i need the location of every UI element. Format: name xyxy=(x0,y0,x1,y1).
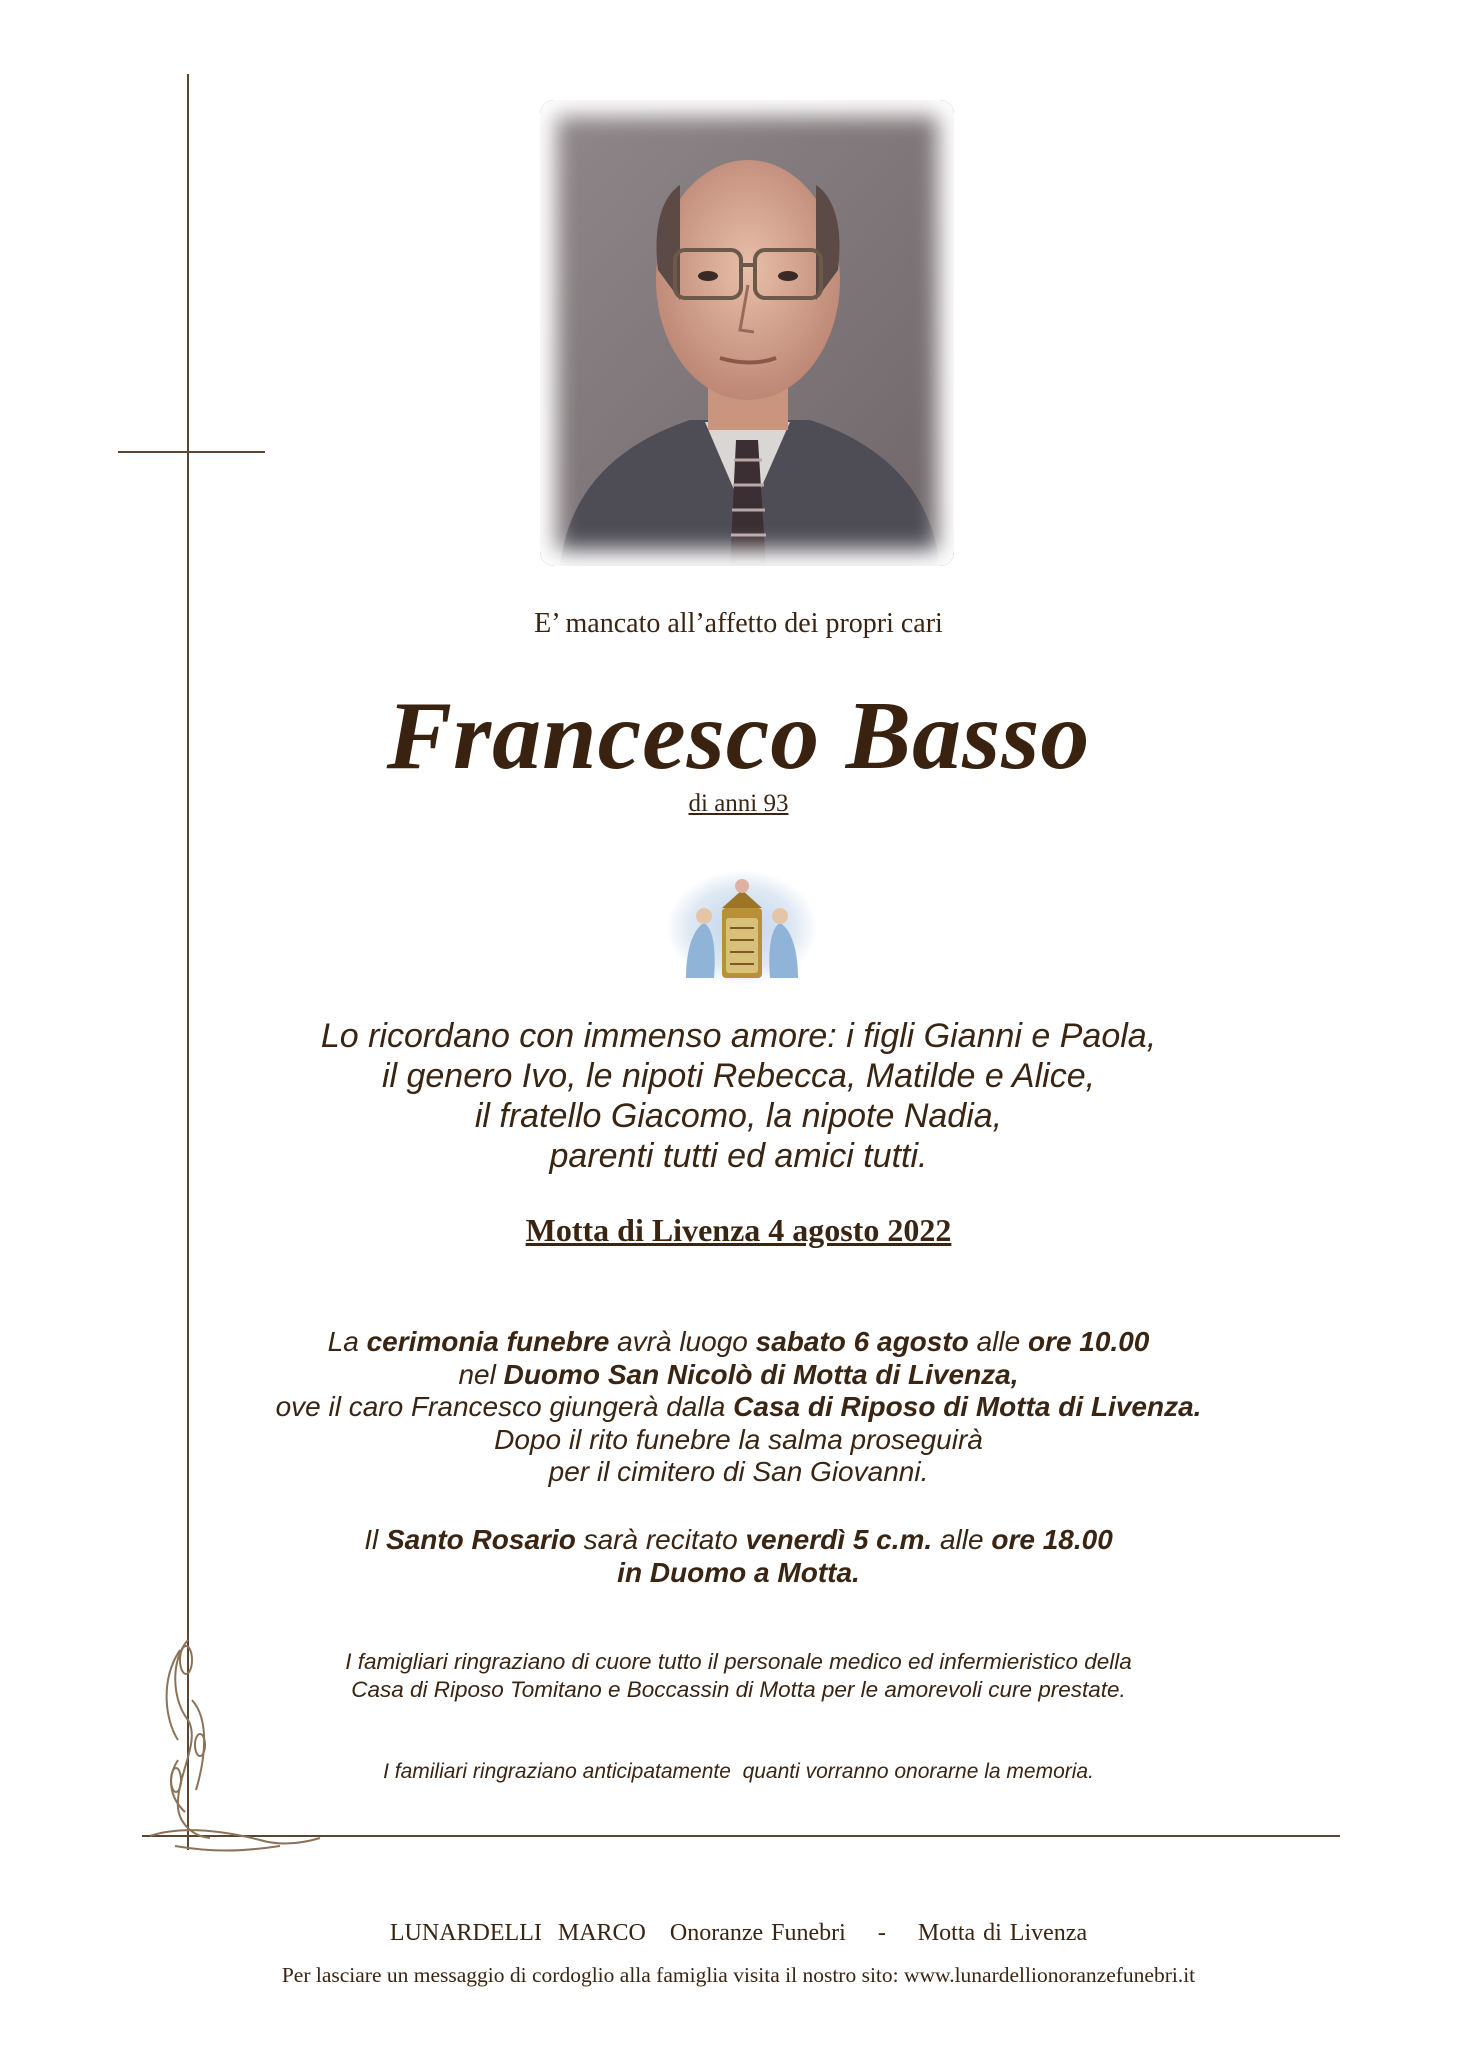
thanks-text xyxy=(0,1648,1477,1704)
funeral-company: LUNARDELLI MARCO Onoranze Funebri - Motta di Livenza xyxy=(389,1920,1088,1946)
rosary-details xyxy=(0,1524,1477,1589)
deceased-name: Francesco Basso xyxy=(386,682,1091,790)
photo-fade xyxy=(540,100,954,566)
ceremony-line: La cerimonia funebre avrà luogo sabato 6 agosto alle ore 10.00 xyxy=(327,1326,1150,1357)
deceased-age: di anni 93 xyxy=(688,790,789,817)
intro-text: E’ mancato all’affetto dei propri cari xyxy=(534,608,943,639)
thanks-line: I famigliari ringraziano di cuore tutto il personale medico ed infermieristico della xyxy=(345,1649,1132,1674)
ceremony-line: nel Duomo San Nicolò di Motta di Livenza, xyxy=(458,1358,1019,1390)
thanks-line: Casa di Riposo Tomitano e Boccassin di Motta per le amorevoli cure prestate. xyxy=(351,1677,1126,1702)
portrait-photo xyxy=(540,100,954,566)
ceremony-line: per il cimitero di San Giovanni. xyxy=(548,1456,929,1487)
rosary-line: in Duomo a Motta. xyxy=(617,1556,860,1588)
condolence-message: Per lasciare un messaggio di cordoglio alla famiglia visita il nostro sito: www.lunardellionoranzefunebri.it xyxy=(281,1963,1196,1987)
ceremony-details xyxy=(0,1326,1477,1489)
remembrance-line: Lo ricordano con immenso amore: i figli Gianni e Paola, xyxy=(320,1017,1157,1055)
ceremony-line: ove il caro Francesco giungerà dalla Casa di Riposo di Motta di Livenza. xyxy=(275,1391,1202,1422)
thanks-final: I familiari ringraziano anticipatamente quanti vorranno onorarne la memoria. xyxy=(383,1760,1094,1783)
religious-image xyxy=(664,868,820,988)
remembrance-text xyxy=(0,1016,1477,1176)
remembrance-line: il fratello Giacomo, la nipote Nadia, xyxy=(474,1097,1003,1135)
ceremony-line: Dopo il rito funebre la salma proseguirà xyxy=(494,1423,983,1455)
remembrance-line: parenti tutti ed amici tutti. xyxy=(549,1137,928,1175)
rosary-line: Il Santo Rosario sarà recitato venerdì 5 c.m. alle ore 18.00 xyxy=(364,1524,1113,1555)
remembrance-line: il genero Ivo, le nipoti Rebecca, Matilde e Alice, xyxy=(381,1057,1096,1095)
place-date: Motta di Livenza 4 agosto 2022 xyxy=(525,1212,952,1248)
